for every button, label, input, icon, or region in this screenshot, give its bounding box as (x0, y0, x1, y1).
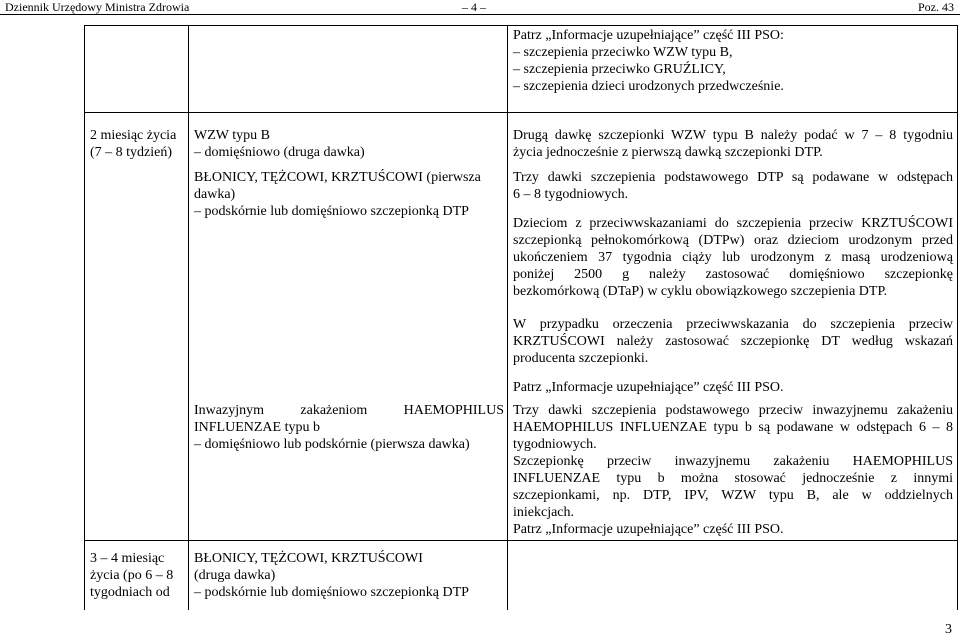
vaccine-title: INFLUENZAE typu b (194, 420, 320, 435)
note-line: KRZTUŚCOWI należy zastosować szczepionkę DT według wskazań (513, 334, 953, 349)
cell-notes-2m (513, 127, 953, 161)
cell-vaccine-hib (194, 402, 504, 453)
note-line: Patrz „Informacje uzupełniające” część III PSO. (513, 380, 784, 395)
note-line: producenta szczepionki. (513, 351, 649, 366)
journal-title: Dziennik Urzędowy Ministra Zdrowia (5, 0, 190, 14)
note-line: Trzy dawki szczepienia podstawowego DTP są podawane w odstępach (513, 170, 953, 185)
header-rule (0, 14, 960, 15)
vaccine-dose: (druga dawka) (194, 568, 276, 583)
vaccination-schedule-table (84, 25, 958, 610)
note-line: – szczepienia przeciwko GRUŹLICY, (513, 62, 726, 77)
note-line: Szczepionkę przeciw inwazyjnemu zakażeniu HAEMOPHILUS (513, 454, 953, 469)
age-label: 3 – 4 miesiąc (90, 551, 165, 566)
cell-notes-see-info (513, 379, 953, 396)
vaccine-title: BŁONICY, TĘŻCOWI, KRZTUŚCOWI (pierwsza (194, 170, 481, 185)
row-divider-1 (84, 112, 958, 113)
age-label: 2 miesiąc życia (90, 128, 177, 143)
cell-notes-dt (513, 316, 953, 367)
table-border-top (84, 25, 958, 26)
cell-vaccine-dtp (194, 169, 504, 220)
vaccine-route: – domięśniowo lub podskórnie (pierwsza dawka) (194, 437, 470, 452)
note-line: Drugą dawkę szczepionki WZW typu B należy podać w 7 – 8 tygodniu (513, 128, 953, 143)
note-line: szczepionkami, np. DTP, IPV, WZW typu B, ale w oddzielnych (513, 488, 953, 503)
age-label: (7 – 8 tydzień) (90, 145, 173, 160)
cell-vaccine-dtp-2 (194, 550, 504, 601)
vaccine-route: – podskórnie lub domięśniowo szczepionką DTP (194, 204, 469, 219)
cell-vaccine-wzw (194, 127, 504, 161)
note-line: ukończeniem 37 tygodnia ciąży lub urodzonym z masą urodzeniową (513, 250, 953, 265)
vaccine-route: – domięśniowo (druga dawka) (194, 145, 365, 160)
cell-top-notes (513, 27, 953, 95)
note-line: poniżej 2500 g należy zastosować domięśniowo szczepionkę (513, 267, 953, 282)
note-line: bezkomórkową (DTaP) w cyklu obowiązkowego szczepienia DTP. (513, 284, 888, 299)
position-number: Poz. 43 (918, 0, 954, 14)
note-line: Patrz „Informacje uzupełniające” część III PSO: (513, 28, 784, 43)
cell-age-3-4m (90, 550, 186, 601)
cell-age-2m (90, 127, 186, 161)
vaccine-title: WZW typu B (194, 128, 270, 143)
cell-notes-hib (513, 402, 953, 538)
note-line: – szczepienia dzieci urodzonych przedwcześnie. (513, 79, 784, 94)
note-line: – szczepienia przeciwko WZW typu B, (513, 45, 733, 60)
cell-notes-dtap (513, 215, 953, 300)
note-line: INFLUENZAE typu b można stosować jednocześnie z innymi (513, 471, 953, 486)
note-line: szczepionką pełnokomórkową (DTPw) oraz dzieciom urodzonym przed (513, 233, 953, 248)
note-line: HAEMOPHILUS INFLUENZAE typu b są podawane w odstępach 6 – 8 (513, 420, 953, 435)
cell-notes-dtp-interval (513, 169, 953, 203)
note-line: życia jednocześnie z pierwszą dawką szczepionki DTP. (513, 145, 823, 160)
vaccine-title: BŁONICY, TĘŻCOWI, KRZTUŚCOWI (194, 551, 423, 566)
vaccine-route: – podskórnie lub domięśniowo szczepionką DTP (194, 585, 469, 600)
age-label: życia (po 6 – 8 (90, 568, 174, 583)
age-label: tygodniach od (90, 585, 170, 600)
note-line: W przypadku orzeczenia przeciwwskazania do szczepienia przeciw (513, 317, 953, 332)
vaccine-title: dawka) (194, 187, 236, 202)
page-number-footer: 3 (945, 622, 952, 637)
vaccine-title: Inwazyjnym zakażeniom HAEMOPHILUS (194, 403, 504, 418)
note-line: iniekcjach. (513, 505, 575, 520)
page-header (0, 0, 960, 14)
note-line: 6 – 8 tygodniowych. (513, 187, 629, 202)
note-line: Trzy dawki szczepienia podstawowego przeciw inwazyjnemu zakażeniu (513, 403, 953, 418)
page-number-header: – 4 – (462, 0, 486, 14)
note-line: Dzieciom z przeciwwskazaniami do szczepienia przeciw KRZTUŚCOWI (513, 216, 953, 231)
note-line: Patrz „Informacje uzupełniające” część III PSO. (513, 522, 784, 537)
row-divider-2 (84, 540, 958, 541)
note-line: tygodniowych. (513, 437, 597, 452)
